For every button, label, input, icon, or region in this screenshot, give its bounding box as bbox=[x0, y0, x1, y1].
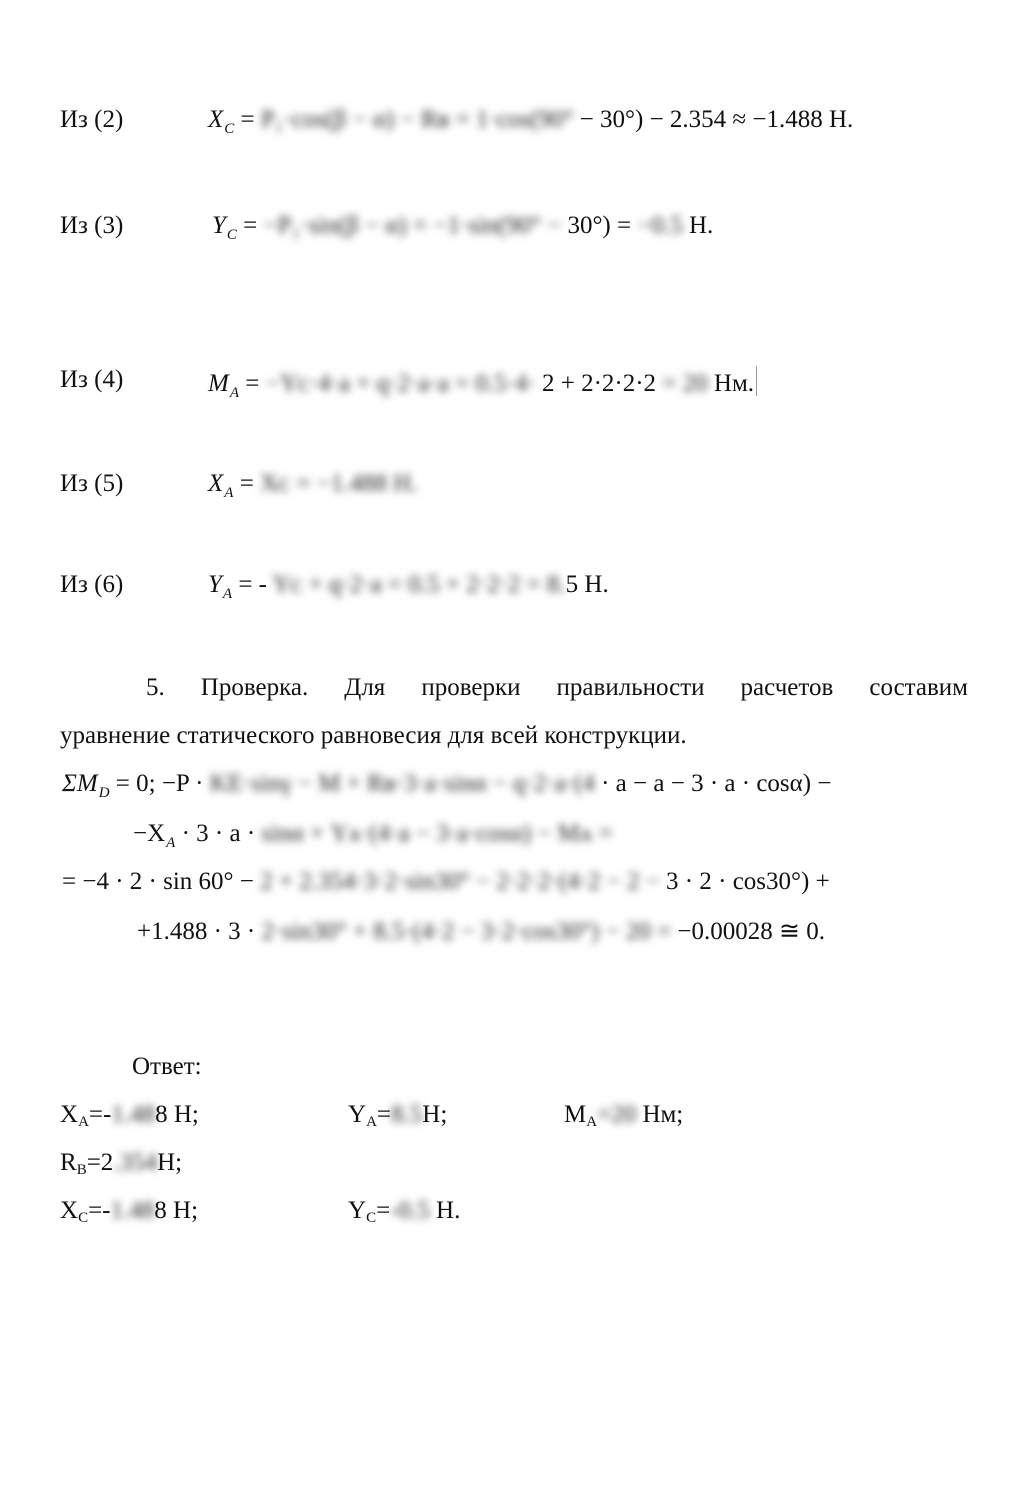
blurred-text: 2 + 2.354·3·2·sin30° − 2·2·2·(4·2 − 2 − bbox=[260, 868, 660, 895]
equation-var: X bbox=[208, 470, 224, 497]
moment-sub: A bbox=[166, 835, 176, 851]
equation-visible: 5 bbox=[565, 571, 579, 598]
equation-label: Из (5) bbox=[60, 470, 124, 497]
moment-line-3 bbox=[62, 868, 830, 896]
blurred-text: −0.5 bbox=[637, 212, 683, 239]
equation-sub: A bbox=[222, 586, 233, 602]
equation-var: Y bbox=[212, 212, 226, 239]
answer-var: X bbox=[60, 1197, 79, 1224]
blurred-text: Xᴄ = −1.488 Н. bbox=[260, 470, 418, 497]
equation-body: $X_C = P_1\cdot\cos(\beta - \alpha)$ − Rв = 1·cos(90° − 30°) − 2.354 ≈ −1.488 Н. bbox=[208, 106, 854, 137]
answer-eq: = bbox=[376, 1101, 392, 1128]
answer-eq: =- bbox=[88, 1101, 112, 1128]
moment-line-2 bbox=[133, 820, 613, 852]
answer-sub: C bbox=[78, 1210, 89, 1226]
answer-var: R bbox=[60, 1149, 77, 1176]
equation-sub: A bbox=[224, 485, 234, 501]
moment-text: · a − a − 3 · a · cosα) − bbox=[601, 770, 832, 797]
sum-moment: ΣM bbox=[62, 770, 98, 797]
answer-eq: =2 bbox=[86, 1149, 114, 1176]
answer-sub: A bbox=[586, 1114, 598, 1130]
blurred-text: 8.5 bbox=[391, 1101, 423, 1128]
blurred-text: −P₁·sin(β − α) = −1·sin(90° − bbox=[263, 212, 562, 239]
blurred-text: 2·sin30° + 8.5·(4·2 − 3·2·cos30°) − 20 = bbox=[261, 918, 672, 945]
answer-sub: A bbox=[78, 1114, 89, 1130]
equation-sub: C bbox=[226, 227, 237, 243]
moment-text: +1.488 · 3 · bbox=[137, 918, 256, 945]
answer-xc bbox=[60, 1197, 198, 1227]
answer-unit: 8 Н; bbox=[154, 1197, 199, 1224]
answer-xa bbox=[60, 1101, 199, 1131]
check-line-2: уравнение статического равновесия для всей конструкции. bbox=[60, 722, 687, 749]
equation-body: $Y_C = -P_1\cdot\sin(\beta - \alpha) = -1\cdot\sin(90^\circ - 30^\circ) = -0.5$ Н. bbox=[212, 212, 714, 243]
answer-ma bbox=[564, 1101, 683, 1131]
equation-body: $Y_A$ = - Yᴄ + q·2·a = 0.5 + 2·2·2 = 8.5 Н. bbox=[208, 571, 609, 602]
answer-eq: =- bbox=[88, 1197, 111, 1224]
check-line-1 bbox=[60, 664, 968, 712]
check-line-1-text: 5. Проверка. Для проверки правильности расчетов составим bbox=[146, 674, 968, 701]
equation-unit: Н. bbox=[829, 106, 854, 133]
equation-visible: 2 + 2·2·2·2 bbox=[541, 370, 657, 397]
equation-label: Из (3) bbox=[60, 212, 124, 239]
moment-text: = 0; −P · bbox=[109, 770, 210, 797]
blurred-text: Yᴄ + q·2·a = 0.5 + 2·2·2 = 8. bbox=[272, 571, 566, 598]
blurred-text: KE·sinγ − M + Rв·3·a·sinα − q·2·a·(4 bbox=[209, 770, 595, 797]
sum-moment-sub: D bbox=[98, 785, 110, 801]
answer-sub: C bbox=[366, 1210, 377, 1226]
moment-line-4 bbox=[137, 916, 825, 946]
equation-label: Из (6) bbox=[60, 571, 124, 598]
equation-body: $M_A$ = −Yᴄ·4·a + q·2·a·a = 0.5·4· 2 + 2·2·2·2 = 20 Нм. bbox=[208, 366, 757, 402]
blurred-text: -0.5 bbox=[390, 1197, 430, 1224]
moment-text: −0.00028 ≅ 0. bbox=[677, 918, 825, 945]
answer-eq: = bbox=[376, 1197, 391, 1224]
answer-ya bbox=[348, 1101, 447, 1131]
answer-var: X bbox=[60, 1101, 79, 1128]
answer-yc bbox=[348, 1197, 460, 1227]
blurred-text: = 20 bbox=[662, 370, 708, 397]
check-paragraph bbox=[60, 664, 968, 760]
blurred-text: .354 bbox=[113, 1149, 158, 1176]
answer-sub: A bbox=[366, 1114, 377, 1130]
answer-unit: Н; bbox=[157, 1149, 183, 1176]
answer-unit: Н; bbox=[422, 1101, 448, 1128]
equation-unit: Нм. bbox=[713, 370, 755, 397]
equation-unit: Н. bbox=[584, 571, 609, 598]
equation-label: Из (2) bbox=[60, 106, 124, 133]
moment-text: · 3 · a · bbox=[175, 820, 262, 847]
answer-unit: Н. bbox=[436, 1197, 461, 1224]
answer-var: Y bbox=[348, 1101, 367, 1128]
equation-sub: A bbox=[229, 385, 239, 401]
blurred-text: =20 bbox=[597, 1101, 637, 1128]
answer-unit: 8 Н; bbox=[155, 1101, 199, 1128]
moment-text: −X bbox=[133, 820, 166, 847]
blurred-text: sinα + Yᴀ·(4·a − 3·a·cosα) − Mᴀ = bbox=[261, 820, 613, 847]
answer-var: Y bbox=[348, 1197, 367, 1224]
answer-title: Ответ: bbox=[132, 1053, 202, 1080]
answer-var: M bbox=[564, 1101, 587, 1128]
equation-sub: C bbox=[224, 121, 235, 137]
blurred-text: 1.48 bbox=[111, 1101, 156, 1128]
moment-text: = −4 · 2 · sin 60° − bbox=[62, 868, 254, 895]
answer-sub: B bbox=[76, 1162, 87, 1178]
answer-unit: Нм; bbox=[642, 1101, 684, 1128]
blurred-text: P₁·cos(β − α) − Rв = 1·cos(90° bbox=[260, 106, 574, 133]
moment-line-1 bbox=[62, 770, 831, 802]
equation-label: Из (4) bbox=[60, 366, 124, 393]
equation-unit: Н. bbox=[688, 212, 714, 239]
equation-visible: − 30°) − 2.354 ≈ −1.488 bbox=[579, 106, 823, 133]
moment-text: 3 · 2 · cos30°) + bbox=[666, 868, 830, 895]
equation-var: X bbox=[208, 106, 224, 133]
equation-var: M bbox=[208, 370, 229, 397]
blurred-text: −Yᴄ·4·a + q·2·a·a = 0.5·4· bbox=[265, 370, 536, 397]
answer-rb bbox=[60, 1149, 182, 1179]
equation-var: Y bbox=[208, 571, 222, 598]
equation-body: $X_A$ = Xᴄ = −1.488 Н. bbox=[208, 470, 418, 501]
equation-visible: 30°) = bbox=[567, 212, 632, 239]
text-cursor bbox=[756, 366, 757, 396]
blurred-text: 1.48 bbox=[110, 1197, 155, 1224]
